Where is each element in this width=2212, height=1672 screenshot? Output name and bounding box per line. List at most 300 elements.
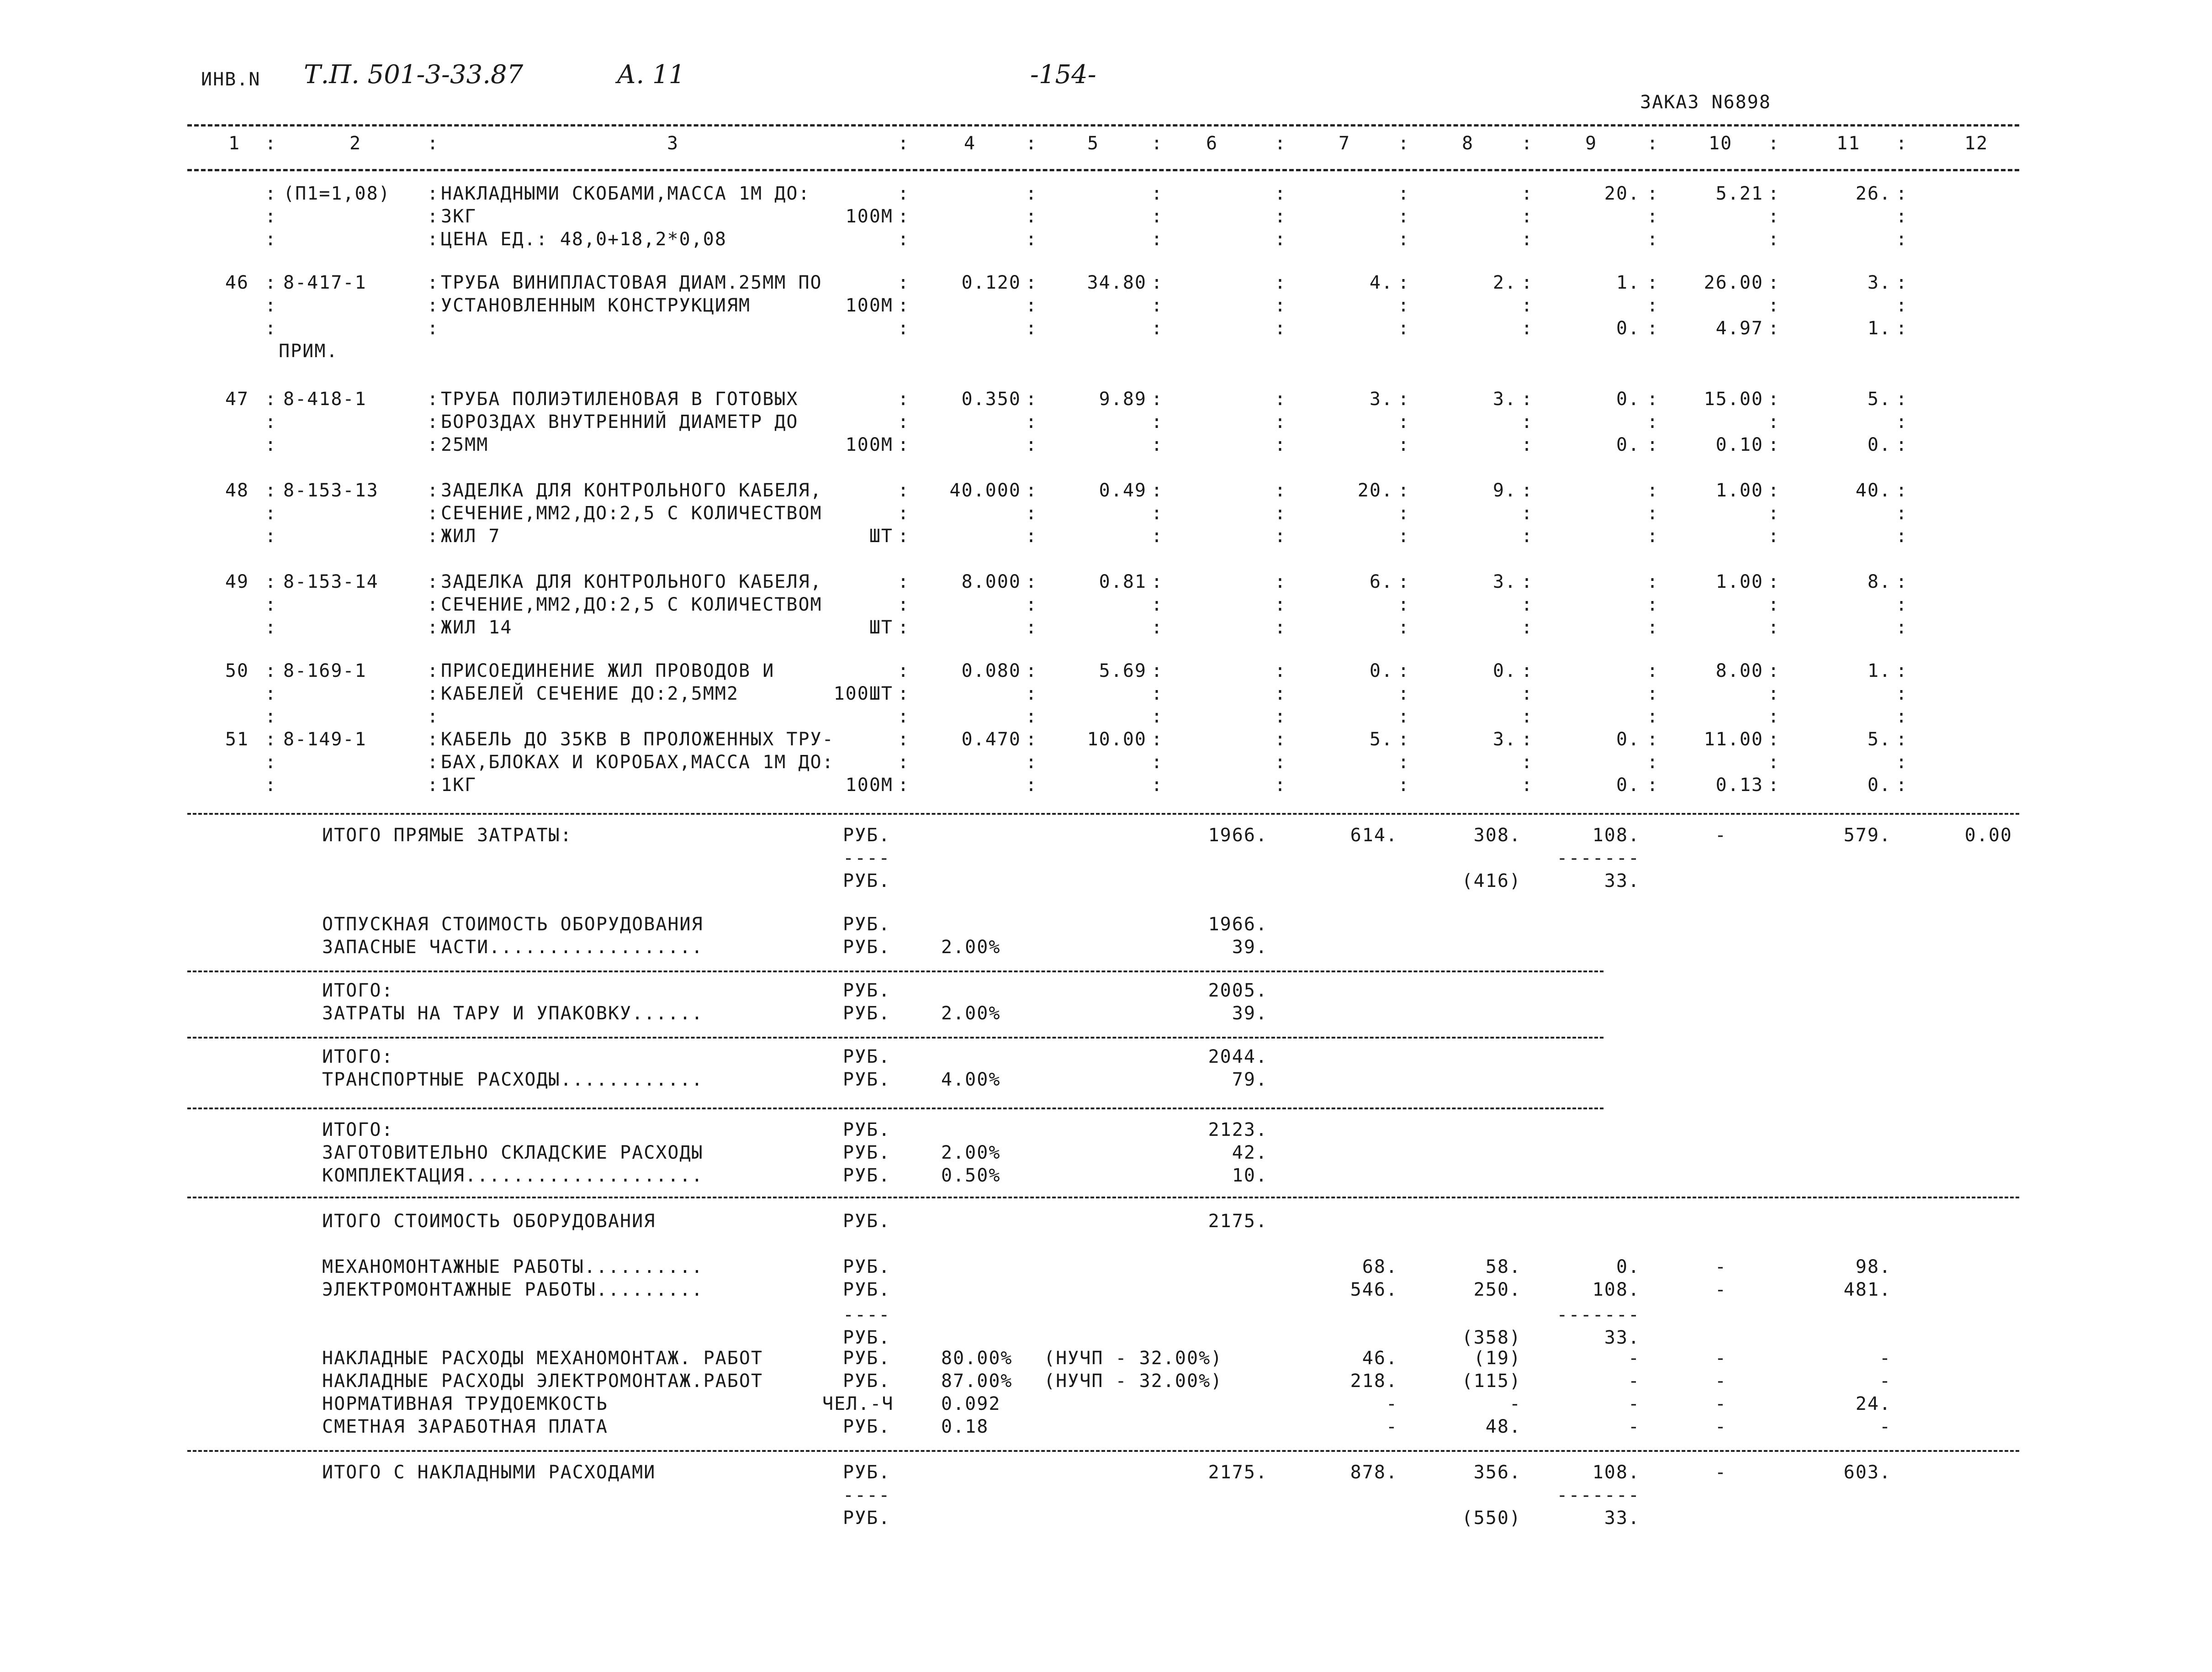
summary-unit: РУБ.: [843, 1371, 891, 1392]
row-unit-price: 0.49: [1099, 480, 1147, 501]
cell-divider: :: [1026, 318, 1038, 339]
summary-col10: -: [1715, 1348, 1727, 1369]
summary-col11: -: [1879, 1416, 1891, 1437]
cell-divider: :: [427, 411, 439, 433]
cell-divider: :: [898, 617, 910, 638]
column-divider: :: [1275, 133, 1287, 154]
cell-divider: :: [1151, 729, 1164, 750]
cell-divider: :: [1151, 272, 1164, 293]
row-unit-price: 34.80: [1087, 272, 1147, 293]
cell-divider: :: [898, 272, 910, 293]
cell-divider: :: [1398, 706, 1410, 727]
cell-divider: :: [1768, 206, 1780, 227]
cell-divider: :: [1768, 729, 1780, 750]
cell-divider: :: [1398, 183, 1410, 204]
cell-divider: :: [1398, 526, 1410, 547]
row-quantity: 40.000: [949, 480, 1021, 501]
row-description: СЕЧЕНИЕ,ММ2,ДО:2,5 С КОЛИЧЕСТВОМ: [441, 594, 822, 615]
cell-divider: :: [1151, 295, 1164, 316]
cell-divider: :: [1026, 594, 1038, 615]
cell-divider: :: [265, 526, 277, 547]
cell-divider: :: [1896, 318, 1908, 339]
row-code: (П1=1,08): [283, 183, 391, 204]
summary-col10: -: [1715, 1256, 1727, 1277]
cell-divider: :: [1398, 660, 1410, 681]
cell-divider: :: [1768, 594, 1780, 615]
summary-col6: 79.: [1232, 1069, 1268, 1090]
cell-divider: :: [427, 295, 439, 316]
cell-divider: :: [1521, 434, 1534, 455]
cell-divider: :: [427, 503, 439, 524]
row-col10: 26.00: [1704, 272, 1763, 293]
cell-divider: :: [1647, 318, 1659, 339]
cell-divider: :: [265, 571, 277, 592]
cell-divider: :: [1026, 411, 1038, 433]
cell-divider: :: [1521, 571, 1534, 592]
cell-divider: :: [1521, 660, 1534, 681]
cell-divider: :: [1647, 594, 1659, 615]
summary-col7: -: [1386, 1416, 1398, 1437]
row-description: ТРУБА ПОЛИЭТИЛЕНОВАЯ В ГОТОВЫХ: [441, 389, 799, 410]
row-note: ПРИМ.: [279, 341, 339, 362]
cell-divider: :: [1275, 411, 1287, 433]
row-unit-price: 9.89: [1099, 389, 1147, 410]
summary-col10: -: [1715, 1279, 1727, 1300]
summary-col6: 2123.: [1208, 1119, 1268, 1140]
summary-col8: -: [1509, 1393, 1521, 1414]
cell-divider: :: [1398, 272, 1410, 293]
cell-divider: :: [1521, 617, 1534, 638]
cell-divider: :: [1768, 389, 1780, 410]
row-description: ТРУБА ВИНИПЛАСТОВАЯ ДИАМ.25ММ ПО: [441, 272, 822, 293]
summary-percent: 2.00%: [941, 937, 1001, 958]
column-divider: :: [1026, 133, 1038, 154]
cell-divider: :: [1647, 503, 1659, 524]
summary-col8: (416): [1461, 870, 1521, 891]
cell-divider: :: [427, 389, 439, 410]
row-number: 49: [225, 571, 249, 592]
summary-unit: РУБ.: [843, 1327, 891, 1348]
summary-unit: РУБ.: [843, 1416, 891, 1437]
summary-col7: 68.: [1362, 1256, 1398, 1277]
cell-divider: :: [427, 775, 439, 796]
cell-divider: :: [1896, 183, 1908, 204]
cell-divider: :: [1896, 526, 1908, 547]
cell-divider: :: [1521, 480, 1534, 501]
cell-divider: :: [1521, 503, 1534, 524]
summary-unit: ----: [843, 1304, 891, 1325]
cell-divider: :: [898, 775, 910, 796]
summary-unit: РУБ.: [843, 1348, 891, 1369]
row-col10: 15.00: [1704, 389, 1763, 410]
cell-divider: :: [1151, 183, 1164, 204]
cell-divider: :: [1521, 206, 1534, 227]
summary-col9: -: [1628, 1348, 1640, 1369]
cell-divider: :: [1151, 318, 1164, 339]
cell-divider: :: [427, 229, 439, 250]
cell-divider: :: [1896, 729, 1908, 750]
summary-col7: 46.: [1362, 1348, 1398, 1369]
cell-divider: :: [265, 434, 277, 455]
summary-col7: 878.: [1350, 1462, 1398, 1483]
row-description: 1КГ: [441, 775, 477, 796]
cell-divider: :: [1275, 389, 1287, 410]
cell-divider: :: [1647, 480, 1659, 501]
cell-divider: :: [1768, 480, 1780, 501]
cell-divider: :: [1647, 660, 1659, 681]
cell-divider: :: [1026, 706, 1038, 727]
cell-divider: :: [1026, 660, 1038, 681]
cell-divider: :: [1647, 526, 1659, 547]
row-col10-sub: 0.13: [1715, 775, 1763, 796]
cell-divider: :: [1768, 617, 1780, 638]
summary-percent: 0.092: [941, 1393, 1001, 1414]
cell-divider: :: [898, 434, 910, 455]
summary-percent: 2.00%: [941, 1003, 1001, 1024]
summary-col6: 42.: [1232, 1142, 1268, 1163]
cell-divider: :: [1275, 503, 1287, 524]
summary-col6: 1966.: [1208, 825, 1268, 846]
cell-divider: :: [1768, 318, 1780, 339]
cell-divider: :: [1151, 706, 1164, 727]
cell-divider: :: [1647, 729, 1659, 750]
cell-divider: :: [1521, 229, 1534, 250]
row-quantity: 0.080: [961, 660, 1021, 681]
cell-divider: :: [1768, 295, 1780, 316]
summary-percent: 2.00%: [941, 1142, 1001, 1163]
header-bottom-rule: [187, 169, 2019, 171]
row-unit-price: 0.81: [1099, 571, 1147, 592]
row-col7: 4.: [1369, 272, 1393, 293]
summary-col8: 356.: [1473, 1462, 1521, 1483]
cell-divider: :: [1398, 295, 1410, 316]
cell-divider: :: [1275, 683, 1287, 704]
cell-divider: :: [898, 389, 910, 410]
column-header-5: 5: [1087, 133, 1100, 154]
cell-divider: :: [265, 206, 277, 227]
cell-divider: :: [1896, 206, 1908, 227]
summary-unit: РУБ.: [843, 937, 891, 958]
row-col8: 3.: [1492, 389, 1517, 410]
summary-col10: -: [1715, 1371, 1727, 1392]
summary-col6: 1966.: [1208, 914, 1268, 935]
cell-divider: :: [1521, 183, 1534, 204]
cell-divider: :: [1398, 318, 1410, 339]
cell-divider: :: [427, 480, 439, 501]
row-col7: 20.: [1357, 480, 1393, 501]
summary-unit: РУБ.: [843, 914, 891, 935]
cell-divider: :: [1896, 617, 1908, 638]
cell-divider: :: [427, 706, 439, 727]
cell-divider: :: [1398, 775, 1410, 796]
row-unit: 100М: [845, 206, 893, 227]
cell-divider: :: [265, 683, 277, 704]
cell-divider: :: [427, 752, 439, 773]
summary-col9: 33.: [1604, 1327, 1640, 1348]
cell-divider: :: [427, 318, 439, 339]
cell-divider: :: [1896, 571, 1908, 592]
summary-col8: 308.: [1473, 825, 1521, 846]
summary-col11: 603.: [1843, 1462, 1891, 1483]
cell-divider: :: [1398, 752, 1410, 773]
summary-label: ИТОГО:: [322, 1119, 394, 1140]
cell-divider: :: [1521, 411, 1534, 433]
cell-divider: :: [1151, 660, 1164, 681]
summary-percent: 87.00%: [941, 1371, 1013, 1392]
summary-col9: 108.: [1592, 1279, 1640, 1300]
row-col9-sub: 0.: [1616, 318, 1640, 339]
row-col9: 1.: [1616, 272, 1640, 293]
row-col8: 2.: [1492, 272, 1517, 293]
cell-divider: :: [265, 729, 277, 750]
summary-percent: 0.50%: [941, 1165, 1001, 1186]
cell-divider: :: [265, 229, 277, 250]
summary-unit: РУБ.: [843, 1256, 891, 1277]
row-col10: 1.00: [1715, 571, 1763, 592]
summary-unit: РУБ.: [843, 1462, 891, 1483]
summary-col10: -: [1715, 825, 1727, 846]
row-col8: 0.: [1492, 660, 1517, 681]
cell-divider: :: [1521, 594, 1534, 615]
cell-divider: :: [265, 183, 277, 204]
summary-col8: (550): [1461, 1508, 1521, 1529]
cell-divider: :: [1151, 617, 1164, 638]
cell-divider: :: [1151, 389, 1164, 410]
summary-col6: 39.: [1232, 937, 1268, 958]
cell-divider: :: [1647, 389, 1659, 410]
row-col11: 5.: [1867, 729, 1891, 750]
summary-label: КОМПЛЕКТАЦИЯ....................: [322, 1165, 704, 1186]
row-description: НАКЛАДНЫМИ СКОБАМИ,МАССА 1М ДО:: [441, 183, 810, 204]
summary-col9: 33.: [1604, 870, 1640, 891]
cell-divider: :: [1026, 775, 1038, 796]
cell-divider: :: [1398, 229, 1410, 250]
row-number: 47: [225, 389, 249, 410]
cell-divider: :: [1896, 503, 1908, 524]
summary-col9: 0.: [1616, 1256, 1640, 1277]
cell-divider: :: [265, 411, 277, 433]
row-col7: 3.: [1369, 389, 1393, 410]
column-divider: :: [1521, 133, 1534, 154]
cell-divider: :: [1647, 206, 1659, 227]
cell-divider: :: [1896, 389, 1908, 410]
cell-divider: :: [1275, 183, 1287, 204]
cell-divider: :: [898, 318, 910, 339]
cell-divider: :: [1896, 594, 1908, 615]
summary-unit: РУБ.: [843, 1003, 891, 1024]
summary-col11: -: [1879, 1348, 1891, 1369]
summary-unit: РУБ.: [843, 1165, 891, 1186]
row-col9-sub: 0.: [1616, 775, 1640, 796]
cell-divider: :: [265, 272, 277, 293]
row-col9: 20.: [1604, 183, 1640, 204]
row-col11-sub: 0.: [1867, 434, 1891, 455]
cell-divider: :: [1647, 272, 1659, 293]
page-number: -154-: [1030, 60, 1096, 90]
cell-divider: :: [1521, 683, 1534, 704]
row-col7: 0.: [1369, 660, 1393, 681]
cell-divider: :: [1768, 526, 1780, 547]
summary-unit: РУБ.: [843, 1142, 891, 1163]
row-col8: 3.: [1492, 729, 1517, 750]
cell-divider: :: [898, 660, 910, 681]
row-quantity: 0.350: [961, 389, 1021, 410]
summary-col6: 2175.: [1208, 1211, 1268, 1232]
cell-divider: :: [898, 229, 910, 250]
column-header-8: 8: [1462, 133, 1474, 154]
row-unit: 100М: [845, 434, 893, 455]
summary-label: НАКЛАДНЫЕ РАСХОДЫ МЕХАНОМОНТАЖ. РАБОТ: [322, 1348, 763, 1369]
cell-divider: :: [1026, 729, 1038, 750]
cell-divider: :: [265, 389, 277, 410]
row-unit: 100ШТ: [833, 683, 893, 704]
column-header-11: 11: [1836, 133, 1861, 154]
cell-divider: :: [1521, 318, 1534, 339]
summary-label: МЕХАНОМОНТАЖНЫЕ РАБОТЫ..........: [322, 1256, 704, 1277]
cell-divider: :: [898, 729, 910, 750]
row-col9: 0.: [1616, 729, 1640, 750]
cell-divider: :: [427, 206, 439, 227]
cell-divider: :: [1398, 683, 1410, 704]
cell-divider: :: [1275, 706, 1287, 727]
column-header-9: 9: [1585, 133, 1598, 154]
cell-divider: :: [1151, 480, 1164, 501]
row-unit-price: 10.00: [1087, 729, 1147, 750]
summary-unit: РУБ.: [843, 980, 891, 1001]
summary-label: ТРАНСПОРТНЫЕ РАСХОДЫ............: [322, 1069, 704, 1090]
cell-divider: :: [1896, 295, 1908, 316]
summary-col11: -: [1879, 1371, 1891, 1392]
row-col7: 5.: [1369, 729, 1393, 750]
cell-divider: :: [427, 526, 439, 547]
column-divider: :: [427, 133, 439, 154]
cell-divider: :: [1768, 660, 1780, 681]
cell-divider: :: [265, 617, 277, 638]
row-description: БОРОЗДАХ ВНУТРЕННИЙ ДИАМЕТР ДО: [441, 411, 799, 433]
summary-unit: ЧЕЛ.-Ч: [822, 1393, 894, 1414]
summary-col9: -: [1628, 1393, 1640, 1414]
summary-unit: РУБ.: [843, 1119, 891, 1140]
cell-divider: :: [265, 706, 277, 727]
cell-divider: :: [1768, 272, 1780, 293]
cell-divider: :: [1768, 183, 1780, 204]
summary-note: (НУЧП - 32.00%): [1044, 1348, 1223, 1369]
summary-col9: -------: [1556, 1304, 1640, 1325]
cell-divider: :: [898, 526, 910, 547]
summary-col9: -: [1628, 1371, 1640, 1392]
column-divider: :: [898, 133, 910, 154]
row-col11: 3.: [1867, 272, 1891, 293]
summary-col8: 58.: [1485, 1256, 1521, 1277]
cell-divider: :: [1275, 617, 1287, 638]
row-description: СЕЧЕНИЕ,ММ2,ДО:2,5 С КОЛИЧЕСТВОМ: [441, 503, 822, 524]
cell-divider: :: [1151, 683, 1164, 704]
cell-divider: :: [1647, 752, 1659, 773]
cell-divider: :: [427, 729, 439, 750]
cell-divider: :: [898, 571, 910, 592]
cell-divider: :: [1275, 571, 1287, 592]
cell-divider: :: [1647, 183, 1659, 204]
cell-divider: :: [898, 295, 910, 316]
row-description: ЗАДЕЛКА ДЛЯ КОНТРОЛЬНОГО КАБЕЛЯ,: [441, 571, 822, 592]
row-unit: ШТ: [869, 526, 893, 547]
cell-divider: :: [1026, 683, 1038, 704]
row-col11: 5.: [1867, 389, 1891, 410]
summary-col8: (19): [1473, 1348, 1521, 1369]
summary-percent: 0.18: [941, 1416, 989, 1437]
cell-divider: :: [898, 480, 910, 501]
summary-label: ЗАГОТОВИТЕЛЬНО СКЛАДСКИЕ РАСХОДЫ: [322, 1142, 704, 1163]
album-number: А. 11: [617, 60, 685, 90]
cell-divider: :: [427, 594, 439, 615]
cell-divider: :: [1768, 503, 1780, 524]
cell-divider: :: [1521, 706, 1534, 727]
summary-label: ИТОГО СТОИМОСТЬ ОБОРУДОВАНИЯ: [322, 1211, 656, 1232]
cell-divider: :: [1398, 729, 1410, 750]
cell-divider: :: [1647, 571, 1659, 592]
row-number: 46: [225, 272, 249, 293]
row-description: КАБЕЛЕЙ СЕЧЕНИЕ ДО:2,5ММ2: [441, 683, 739, 704]
cell-divider: :: [1151, 434, 1164, 455]
cell-divider: :: [1896, 706, 1908, 727]
summary-col8: 48.: [1485, 1416, 1521, 1437]
cell-divider: :: [1647, 229, 1659, 250]
cell-divider: :: [1896, 683, 1908, 704]
row-unit: 100М: [845, 775, 893, 796]
row-description: ЖИЛ 14: [441, 617, 513, 638]
cell-divider: :: [1398, 617, 1410, 638]
summary-unit: ----: [843, 848, 891, 869]
summary-col11: 579.: [1843, 825, 1891, 846]
column-divider: :: [1151, 133, 1164, 154]
cell-divider: :: [1896, 660, 1908, 681]
summary-unit: РУБ.: [843, 1508, 891, 1529]
summary-col11: 98.: [1855, 1256, 1891, 1277]
cell-divider: :: [1398, 389, 1410, 410]
row-description: ЗАДЕЛКА ДЛЯ КОНТРОЛЬНОГО КАБЕЛЯ,: [441, 480, 822, 501]
cell-divider: :: [1768, 434, 1780, 455]
summary-col6: 10.: [1232, 1165, 1268, 1186]
cell-divider: :: [1768, 571, 1780, 592]
summary-unit: РУБ.: [843, 1279, 891, 1300]
summary-col11: 481.: [1843, 1279, 1891, 1300]
row-description: УСТАНОВЛЕННЫМ КОНСТРУКЦИЯМ: [441, 295, 751, 316]
cell-divider: :: [265, 318, 277, 339]
column-header-1: 1: [228, 133, 241, 154]
cell-divider: :: [1275, 660, 1287, 681]
row-description: БАХ,БЛОКАХ И КОРОБАХ,МАССА 1М ДО:: [441, 752, 834, 773]
summary-note: (НУЧП - 32.00%): [1044, 1371, 1223, 1392]
cell-divider: :: [898, 183, 910, 204]
summary-col7: 218.: [1350, 1371, 1398, 1392]
summary-col8: (358): [1461, 1327, 1521, 1348]
cell-divider: :: [1521, 775, 1534, 796]
summary-unit: РУБ.: [843, 1046, 891, 1067]
row-col11: 8.: [1867, 571, 1891, 592]
cell-divider: :: [1026, 434, 1038, 455]
summary-col10: -: [1715, 1416, 1727, 1437]
cell-divider: :: [1275, 295, 1287, 316]
summary-label: СМЕТНАЯ ЗАРАБОТНАЯ ПЛАТА: [322, 1416, 608, 1437]
summary-col9: -------: [1556, 1485, 1640, 1506]
summary-label: ОТПУСКНАЯ СТОИМОСТЬ ОБОРУДОВАНИЯ: [322, 914, 704, 935]
cell-divider: :: [1398, 571, 1410, 592]
cell-divider: :: [1398, 480, 1410, 501]
cell-divider: :: [1275, 775, 1287, 796]
summary-col6: 2005.: [1208, 980, 1268, 1001]
cell-divider: :: [1275, 526, 1287, 547]
cell-divider: :: [898, 594, 910, 615]
